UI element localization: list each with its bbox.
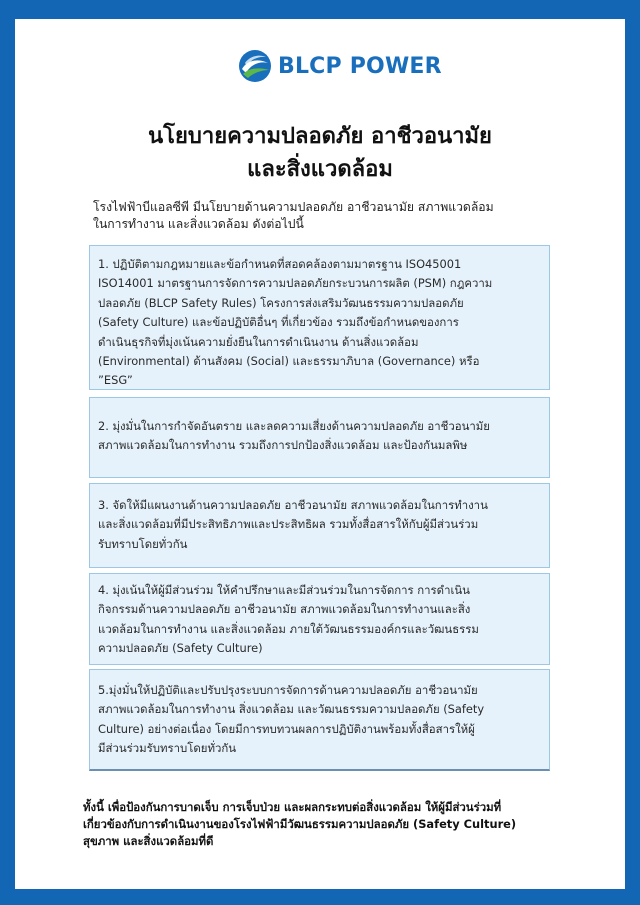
policy-item-4 (89, 573, 550, 665)
title-line: และสิ่งแวดล้อม (247, 157, 393, 182)
intro-text (93, 199, 553, 233)
brand-logo (238, 46, 442, 86)
policy-line: แวดล้อมในการทำงาน และสิ่งแวดล้อม ภายใต้วัฒนธรรมองค์กรและวัฒนธรรม (98, 621, 479, 636)
policy-line: สภาพแวดล้อมในการทำงาน สิ่งแวดล้อม และวัฒนธรรมความปลอดภัย (Safety (98, 702, 485, 717)
policy-line: กิจกรรมด้านความปลอดภัย อาชีวอนามัย สภาพแวดล้อมในการทำงานและสิ่ง (98, 602, 471, 617)
policy-line: (Environmental) ด้านสังคม (Social) และธรรมาภิบาล (Governance) หรือ (98, 354, 480, 369)
policy-line: ปลอดภัย (BLCP Safety Rules) โครงการส่งเสริมวัฒนธรรมความปลอดภัย (98, 295, 464, 310)
policy-item-5 (89, 669, 550, 771)
policy-item-3 (89, 483, 550, 568)
policy-line: และสิ่งแวดล้อมที่มีประสิทธิภาพและประสิทธิผล รวมทั้งสื่อสารให้กับผู้มีส่วนร่วม (98, 517, 479, 532)
closing-line: สุขภาพ และสิ่งแวดล้อมที่ดี (83, 834, 214, 848)
policy-line: ดำเนินธุรกิจที่มุ่งเน้นความยั่งยืนในการดำเนินงาน ด้านสิ่งแวดล้อม (98, 334, 419, 349)
policy-line: รับทราบโดยทั่วกัน (98, 536, 188, 551)
policy-line: 4. มุ่งเน้นให้ผู้มีส่วนร่วม ให้คำปรึกษาและมีส่วนร่วมในการจัดการ การดำเนิน (98, 583, 470, 597)
policy-line: สภาพแวดล้อมในการทำงาน รวมถึงการปกป้องสิ่งแวดล้อม และป้องกันมลพิษ (98, 438, 468, 453)
policy-item-1 (89, 245, 550, 390)
policy-line: ”ESG” (98, 373, 133, 388)
closing-statement (83, 799, 563, 850)
policy-line: ความปลอดภัย (Safety Culture) (98, 641, 263, 656)
title-line: นโยบายความปลอดภัย อาชีวอนามัย (148, 124, 492, 149)
policy-line: 3. จัดให้มีแผนงานด้านความปลอดภัย อาชีวอนามัย สภาพแวดล้อมในการทำงาน (98, 498, 488, 512)
policy-item-2 (89, 397, 550, 478)
policy-line: มีส่วนร่วมรับทราบโดยทั่วกัน (98, 741, 237, 756)
page-title (15, 120, 625, 186)
blcp-swirl-icon (238, 49, 272, 83)
intro-line: ในการทำงาน และสิ่งแวดล้อม ดังต่อไปนี้ (93, 217, 304, 231)
policy-line: (Safety Culture) และข้อปฏิบัติอื่นๆ ที่เกี่ยวข้อง รวมถึงข้อกำหนดของการ (98, 315, 459, 330)
closing-line: ทั้งนี้ เพื่อป้องกันการบาดเจ็บ การเจ็บป่วย และผลกระทบต่อสิ่งแวดล้อม ให้ผู้มีส่วนร่วมที่ (83, 800, 502, 814)
brand-name: BLCP POWER (278, 53, 442, 79)
policy-line: 1. ปฏิบัติตามกฎหมายและข้อกำหนดที่สอดคล้องตามมาตรฐาน ISO45001 (98, 257, 462, 271)
policy-line: 5.มุ่งมั่นให้ปฏิบัติและปรับปรุงระบบการจัดการด้านความปลอดภัย อาชีวอนามัย (98, 683, 478, 697)
closing-line: เกี่ยวข้องกับการดำเนินงานของโรงไฟฟ้ามีวัฒนธรรมความปลอดภัย (Safety Culture) (83, 817, 517, 831)
intro-line: โรงไฟฟ้าบีแอลซีพี มีนโยบายด้านความปลอดภัย อาชีวอนามัย สภาพแวดล้อม (93, 200, 494, 214)
policy-line: Culture) อย่างต่อเนื่อง โดยมีการทบทวนผลการปฏิบัติงานพร้อมทั้งสื่อสารให้ผู้ (98, 721, 475, 736)
policy-line: 2. มุ่งมั่นในการกำจัดอันตราย และลดความเสี่ยงด้านความปลอดภัย อาชีวอนามัย (98, 419, 490, 433)
policy-line: ISO14001 มาตรฐานการจัดการความปลอดภัยกระบวนการผลิต (PSM) กฎความ (98, 276, 493, 291)
